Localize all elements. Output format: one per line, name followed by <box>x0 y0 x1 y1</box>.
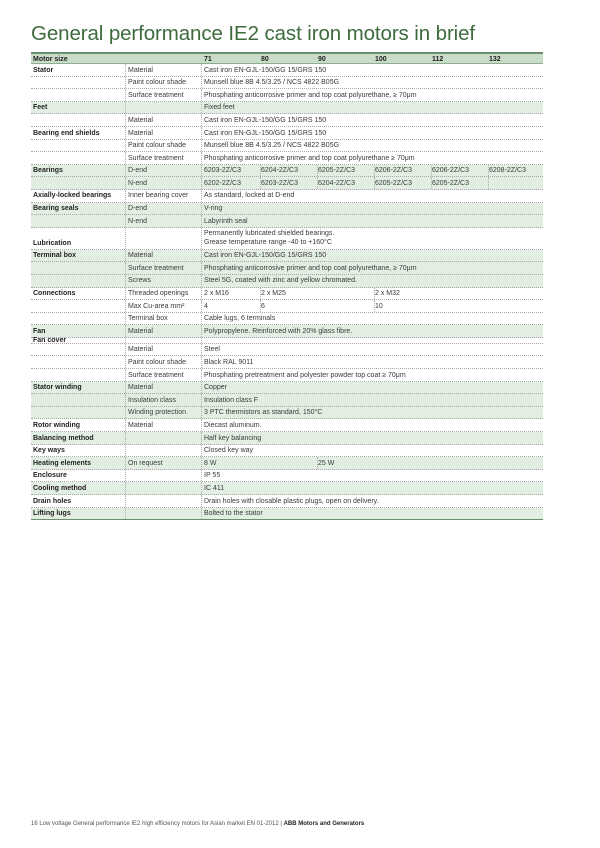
spec-table <box>31 52 543 520</box>
row-property-label: Surface treatment <box>128 154 184 162</box>
column-divider <box>201 457 202 469</box>
row-property-label: Material <box>128 327 153 335</box>
row-value: Fixed feet <box>204 104 235 112</box>
table-header <box>31 52 543 64</box>
column-divider <box>201 190 202 202</box>
column-divider <box>201 177 202 189</box>
column-divider <box>125 470 126 482</box>
column-divider <box>125 508 126 520</box>
row-value: Cast iron EN-GJL-150/GG 15/GRS 150 <box>204 252 327 260</box>
table-row <box>31 228 543 250</box>
table-row <box>31 344 543 357</box>
column-divider <box>125 495 126 507</box>
row-group-label: Bearing seals <box>33 205 79 213</box>
column-divider <box>125 382 126 394</box>
row-value: Phosphating anticorrosive primer and top coat polyurethane, ≥ 70μm <box>204 91 417 99</box>
column-divider <box>125 177 126 189</box>
table-row <box>31 89 543 102</box>
column-divider <box>201 262 202 274</box>
header-size-80: 80 <box>261 56 269 63</box>
column-divider <box>201 77 202 89</box>
table-row <box>31 262 543 275</box>
table-row <box>31 313 543 326</box>
table-row <box>31 356 543 369</box>
row-property-label: Paint colour shade <box>128 142 186 150</box>
column-divider <box>201 64 202 76</box>
column-divider <box>201 495 202 507</box>
column-divider <box>125 152 126 164</box>
row-value: Closed key way <box>204 447 254 455</box>
row-value: V-ring <box>204 205 223 213</box>
column-divider <box>201 140 202 152</box>
table-row <box>31 127 543 140</box>
row-property-label: Material <box>128 116 153 124</box>
table-row <box>31 203 543 216</box>
row-value: As standard, locked at D-end <box>204 192 295 200</box>
row-property-label: Material <box>128 66 153 74</box>
column-divider <box>201 250 202 262</box>
row-value: 6205-2Z/C3 <box>432 179 469 187</box>
column-divider <box>201 313 202 325</box>
row-value: 3 PTC thermistors as standard, 150°C <box>204 409 323 417</box>
table-row <box>31 382 543 395</box>
row-property-label: D-end <box>128 167 148 175</box>
row-value: 2 x M25 <box>261 290 286 298</box>
column-divider <box>125 262 126 274</box>
row-group-label: Fan cover <box>33 337 67 345</box>
column-divider <box>125 300 126 312</box>
column-divider <box>201 338 202 343</box>
column-divider <box>125 140 126 152</box>
row-value: IP 55 <box>204 472 221 480</box>
row-value: Cast iron EN-GJL-150/GG 15/GRS 150 <box>204 116 327 124</box>
column-divider <box>125 203 126 215</box>
column-divider <box>125 313 126 325</box>
column-divider <box>125 344 126 356</box>
row-property-label: Threaded openings <box>128 290 189 298</box>
column-divider <box>125 445 126 457</box>
row-value: 10 <box>375 302 383 310</box>
row-value: 4 <box>204 302 208 310</box>
column-divider <box>201 288 202 300</box>
header-size-132: 132 <box>489 56 501 63</box>
row-value: Cast iron EN-GJL-150/GG 15/GRS 150 <box>204 129 327 137</box>
row-group-label: Lubrication <box>33 240 72 248</box>
table-row <box>31 190 543 203</box>
row-group-label: Bearings <box>33 167 63 175</box>
column-divider <box>125 288 126 300</box>
row-property-label: Screws <box>128 277 151 285</box>
row-value: 6206-2Z/C3 <box>432 167 469 175</box>
row-group-label: Feet <box>33 104 48 112</box>
row-value: Drain holes with closable plastic plugs, open on delivery. <box>204 497 379 505</box>
row-property-label: N-end <box>128 217 148 225</box>
row-value: 6205-2Z/C3 <box>375 179 412 187</box>
row-group-label: Stator winding <box>33 384 82 392</box>
column-divider <box>125 64 126 76</box>
column-divider <box>201 356 202 368</box>
header-size-112: 112 <box>432 56 444 63</box>
column-divider <box>125 190 126 202</box>
row-group-label: Rotor winding <box>33 421 81 429</box>
row-value: Phosphating anticorrosive primer and top coat polyurethane ≥ 70μm <box>204 154 415 162</box>
row-property-label: Surface treatment <box>128 264 184 272</box>
page-footer <box>31 821 364 827</box>
column-divider <box>125 356 126 368</box>
column-divider <box>125 338 126 343</box>
row-property-label: Surface treatment <box>128 371 184 379</box>
table-row <box>31 250 543 263</box>
column-divider <box>201 344 202 356</box>
header-size-90: 90 <box>318 56 326 63</box>
column-divider <box>201 203 202 215</box>
row-value: Copper <box>204 384 227 392</box>
row-value: 6203-2Z/C3 <box>204 167 241 175</box>
table-row <box>31 152 543 165</box>
row-value: Munsell blue 8B 4.5/3.25 / NCS 4822 B05G <box>204 79 340 87</box>
row-value: IC 411 <box>204 484 225 492</box>
table-row <box>31 77 543 90</box>
column-divider <box>201 394 202 406</box>
table-row <box>31 482 543 495</box>
row-value: 6208-2Z/C3 <box>489 167 526 175</box>
row-value: Phosphating pretreatment and polyester powder top coat ≥ 70μm <box>204 371 406 379</box>
row-group-label: Drain holes <box>33 497 72 505</box>
column-divider <box>125 325 126 337</box>
header-size-71: 71 <box>204 56 212 63</box>
column-divider <box>201 470 202 482</box>
column-divider <box>201 407 202 419</box>
row-group-label: Stator <box>33 66 54 74</box>
table-row <box>31 288 543 301</box>
table-row <box>31 432 543 445</box>
header-label: Motor size <box>33 56 68 63</box>
table-row <box>31 445 543 458</box>
table-row <box>31 369 543 382</box>
table-row <box>31 457 543 470</box>
table-row <box>31 165 543 178</box>
row-property-label: Insulation class <box>128 396 176 404</box>
row-value: Steel 5G, coated with zinc and yellow chromated. <box>204 277 357 285</box>
row-group-label: Balancing method <box>33 434 94 442</box>
row-value: Permanently lubricated shielded bearings. <box>204 229 335 237</box>
column-divider <box>201 89 202 101</box>
column-divider <box>125 419 126 431</box>
column-divider <box>125 228 126 249</box>
row-value: Steel <box>204 346 220 354</box>
row-property-label: Paint colour shade <box>128 79 186 87</box>
column-divider <box>201 228 202 249</box>
row-group-label: Heating elements <box>33 459 91 467</box>
column-divider <box>125 369 126 381</box>
row-group-label: Lifting lugs <box>33 510 71 518</box>
column-divider <box>488 177 489 189</box>
row-value: Half key balancing <box>204 434 262 442</box>
row-value: Munsell blue 8B 4.5/3.25 / NCS 4822 B05G <box>204 142 340 150</box>
row-value: Diecast aluminum. <box>204 421 262 429</box>
row-value: Grease temperature range -40 to +160°C <box>204 239 332 247</box>
row-property-label: Max Cu-area mm² <box>128 302 185 310</box>
row-property-label: N-end <box>128 179 148 187</box>
column-divider <box>201 508 202 520</box>
column-divider <box>125 482 126 494</box>
column-divider <box>125 215 126 227</box>
row-group-label: Bearing end shields <box>33 129 100 137</box>
row-property-label: Paint colour shade <box>128 359 186 367</box>
row-value: Phosphating anticorrosive primer and top coat polyurethane, ≥ 70μm <box>204 264 417 272</box>
row-value: 6206-2Z/C3 <box>375 167 412 175</box>
row-value: 2 x M32 <box>375 290 400 298</box>
column-divider <box>201 215 202 227</box>
row-property-label: Material <box>128 421 153 429</box>
column-divider <box>201 419 202 431</box>
column-divider <box>125 165 126 177</box>
table-body <box>31 64 543 520</box>
row-value: 6 <box>261 302 265 310</box>
row-property-label: Material <box>128 384 153 392</box>
row-value: 25 W <box>318 459 335 467</box>
column-divider <box>201 152 202 164</box>
column-divider <box>201 382 202 394</box>
row-value: Polypropylene. Reinforced with 20% glass fibre. <box>204 327 353 335</box>
row-value: Insulation class F <box>204 396 259 404</box>
row-value: 2 x M16 <box>204 290 229 298</box>
row-value: 6203-2Z/C3 <box>261 179 298 187</box>
row-value: 8 W <box>204 459 217 467</box>
row-property-label: On request <box>128 459 163 467</box>
column-divider <box>201 369 202 381</box>
column-divider <box>201 445 202 457</box>
column-divider <box>125 102 126 114</box>
column-divider <box>201 482 202 494</box>
row-property-label: Material <box>128 346 153 354</box>
row-group-label: Cooling method <box>33 484 87 492</box>
row-group-label: Key ways <box>33 447 65 455</box>
row-property-label: Material <box>128 129 153 137</box>
row-group-label: Enclosure <box>33 472 67 480</box>
row-value: Black RAL 9011 <box>204 359 254 367</box>
table-row <box>31 407 543 420</box>
row-property-label: Material <box>128 252 153 260</box>
table-row <box>31 419 543 432</box>
column-divider <box>125 114 126 126</box>
row-group-label: Terminal box <box>33 252 77 260</box>
table-row <box>31 275 543 288</box>
footer-brand: ABB Motors and Generators <box>283 821 365 827</box>
table-row <box>31 508 543 521</box>
table-row <box>31 394 543 407</box>
column-divider <box>201 275 202 287</box>
row-value: Cable lugs, 6 terminals <box>204 315 276 323</box>
footer-text: 16 Low voltage General performance IE2 high efficiency motors for Asian market EN 01-2012 | <box>31 821 284 827</box>
table-row <box>31 325 543 338</box>
table-row <box>31 470 543 483</box>
row-property-label: Winding protection <box>128 409 186 417</box>
row-value: Bolted to the stator <box>204 510 263 518</box>
row-group-label: Fan <box>33 327 46 335</box>
column-divider <box>125 127 126 139</box>
header-size-100: 100 <box>375 56 387 63</box>
table-row <box>31 215 543 228</box>
column-divider <box>125 275 126 287</box>
table-row <box>31 64 543 77</box>
row-value: 6204-2Z/C3 <box>261 167 298 175</box>
row-property-label: D-end <box>128 205 148 213</box>
page-title: General performance IE2 cast iron motors in brief <box>31 22 476 45</box>
column-divider <box>201 165 202 177</box>
row-value: 6204-2Z/C3 <box>318 179 355 187</box>
row-property-label: Surface treatment <box>128 91 184 99</box>
column-divider <box>201 325 202 337</box>
table-row <box>31 102 543 115</box>
column-divider <box>125 89 126 101</box>
table-row <box>31 177 543 190</box>
column-divider <box>201 102 202 114</box>
column-divider <box>125 394 126 406</box>
table-row <box>31 300 543 313</box>
column-divider <box>125 250 126 262</box>
row-value: 6205-2Z/C3 <box>318 167 355 175</box>
table-row <box>31 495 543 508</box>
row-value: 6202-2Z/C3 <box>204 179 241 187</box>
column-divider <box>201 432 202 444</box>
row-property-label: Inner bearing cover <box>128 192 189 200</box>
row-group-label: Connections <box>33 290 76 298</box>
column-divider <box>125 77 126 89</box>
table-row <box>31 140 543 153</box>
column-divider <box>125 432 126 444</box>
column-divider <box>201 114 202 126</box>
table-row <box>31 114 543 127</box>
column-divider <box>125 457 126 469</box>
column-divider <box>201 127 202 139</box>
column-divider <box>201 300 202 312</box>
row-value: Labyrinth seal <box>204 217 248 225</box>
column-divider <box>125 407 126 419</box>
row-group-label: Axially-locked bearings <box>33 192 112 200</box>
row-value: Cast iron EN-GJL-150/GG 15/GRS 150 <box>204 66 327 74</box>
row-property-label: Terminal box <box>128 315 168 323</box>
